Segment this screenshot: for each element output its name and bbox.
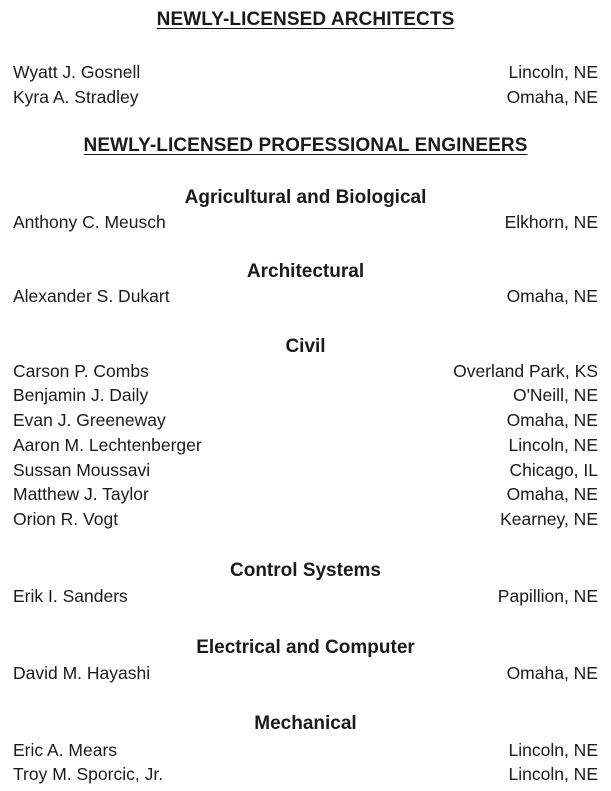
licensee-city: Omaha, NE — [506, 484, 598, 504]
engineers-title: NEWLY-LICENSED PROFESSIONAL ENGINEERS — [83, 135, 528, 156]
list-item — [13, 410, 598, 431]
section-heading: Mechanical — [254, 713, 357, 734]
licensee-city: Lincoln, NE — [508, 62, 598, 82]
licensee-city: Papillion, NE — [497, 586, 598, 606]
list-item — [13, 764, 598, 785]
licensee-name: David M. Hayashi — [13, 663, 151, 683]
section-heading: Control Systems — [230, 560, 381, 581]
licensee-name: Kyra A. Stradley — [13, 87, 139, 107]
licensee-name: Carson P. Combs — [13, 361, 149, 381]
licensee-name: Aaron M. Lechtenberger — [13, 435, 202, 455]
licensee-name: Troy M. Sporcic, Jr. — [13, 764, 164, 784]
licensee-name: Evan J. Greeneway — [13, 410, 166, 430]
licensee-name: Erik I. Sanders — [13, 586, 128, 606]
licensee-city: Elkhorn, NE — [504, 212, 598, 232]
section-heading: Electrical and Computer — [196, 637, 415, 658]
licensee-city: Omaha, NE — [506, 410, 598, 430]
licensee-name: Eric A. Mears — [13, 740, 118, 760]
list-item — [13, 740, 598, 761]
licensee-city: Omaha, NE — [506, 663, 598, 683]
list-item — [13, 286, 598, 307]
licensee-name: Benjamin J. Daily — [13, 385, 149, 405]
list-item — [13, 62, 598, 83]
licensee-name: Alexander S. Dukart — [13, 286, 170, 306]
licensee-city: Chicago, IL — [509, 460, 598, 480]
licensee-name: Sussan Moussavi — [13, 460, 151, 480]
licensee-city: Lincoln, NE — [508, 740, 598, 760]
licensee-city: Omaha, NE — [506, 87, 598, 107]
list-item — [13, 87, 598, 108]
list-item — [13, 435, 598, 456]
licensee-name: Anthony C. Meusch — [13, 212, 166, 232]
list-item — [13, 586, 598, 607]
licensee-city: Overland Park, KS — [453, 361, 598, 381]
licensee-name: Wyatt J. Gosnell — [13, 62, 141, 82]
section-heading: Architectural — [246, 261, 365, 282]
licensee-name: Orion R. Vogt — [13, 509, 119, 529]
list-item — [13, 460, 598, 481]
section-heading: Agricultural and Biological — [184, 187, 427, 208]
list-item — [13, 361, 598, 382]
list-item — [13, 385, 598, 406]
licensee-city: Kearney, NE — [500, 509, 598, 529]
list-item — [13, 212, 598, 233]
section-heading: Civil — [285, 336, 326, 357]
architects-title: NEWLY-LICENSED ARCHITECTS — [156, 9, 455, 30]
licensee-city: Lincoln, NE — [508, 435, 598, 455]
licensee-name: Matthew J. Taylor — [13, 484, 149, 504]
licensee-city: Omaha, NE — [506, 286, 598, 306]
licensee-city: O'Neill, NE — [512, 385, 598, 405]
list-item — [13, 484, 598, 505]
list-item — [13, 509, 598, 530]
licensee-city: Lincoln, NE — [508, 764, 598, 784]
list-item — [13, 663, 598, 684]
